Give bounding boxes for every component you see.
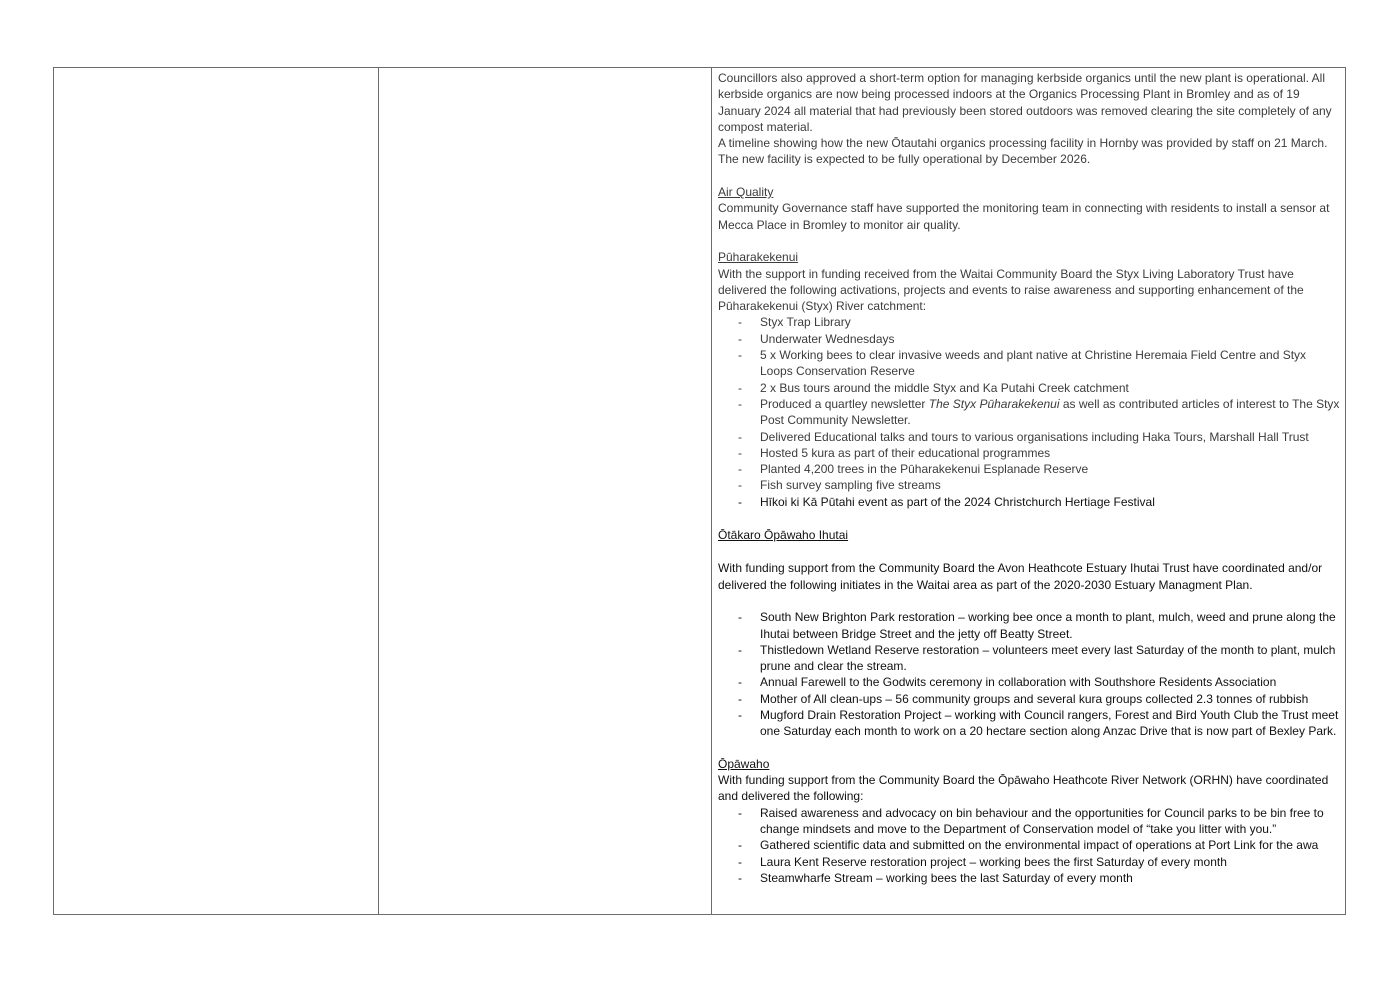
newsletter-text-post: as well as contributed articles of interest to The Styx Post Community Newsletter. (760, 396, 1340, 428)
list-item: - Thistledown Wetland Reserve restoration – volunteers meet every last Saturday of the month to plant, mulch prune and clear the stream. (718, 642, 1341, 675)
list-item: - Planted 4,200 trees in the Pūharakekenui Esplanade Reserve (718, 461, 1341, 477)
list-item: - Fish survey sampling five streams (718, 477, 1341, 493)
table-column-2 (379, 68, 712, 914)
otakaro-heading: Ōtākaro Ōpāwaho Ihutai (718, 528, 849, 543)
organics-paragraph-1: Councillors also approved a short-term option for managing kerbside organics until the new plant is operational. All kerbside organics are now being processed indoors at the Organics Processing Plant in Bromley and as of 19 January 2024 all material that had previously been stored outdoors was removed clearing the site completely of any compost material. (718, 71, 1332, 134)
list-item: - Styx Trap Library (718, 314, 1341, 330)
list-item: - Mother of All clean-ups – 56 community groups and several kura groups collected 2.3 tonnes of rubbish (718, 691, 1341, 707)
otakaro-intro: With funding support from the Community Board the Avon Heathcote Estuary Ihutai Trust have coordinated and/or delivered the following initiates in the Waitai area as part of the 2020-2030 Estuary Managment Plan. (718, 561, 1323, 592)
otakaro-list (718, 609, 1341, 739)
list-item: - Steamwharfe Stream – working bees the last Saturday of every month (718, 870, 1341, 886)
puharakekenui-heading: Pūharakekenui (718, 250, 799, 265)
list-item: - Delivered Educational talks and tours to various organisations including Haka Tours, Marshall Hall Trust (718, 429, 1341, 445)
table-column-3 (712, 68, 1345, 914)
air-quality-heading: Air Quality (718, 185, 774, 200)
newsletter-title: The Styx Pūharakekenui (928, 396, 1060, 411)
list-item: - Gathered scientific data and submitted on the environmental impact of operations at Port Link for the awa (718, 837, 1341, 853)
list-item: - 5 x Working bees to clear invasive weeds and plant native at Christine Heremaia Field Centre and Styx Loops Conservation Reserve (718, 347, 1341, 380)
list-item (718, 396, 1341, 429)
list-item: - Raised awareness and advocacy on bin behaviour and the opportunities for Council parks to be bin free to change mindsets and move to the Department of Conservation model of “take you litter with you.” (718, 805, 1341, 838)
list-item: - Mugford Drain Restoration Project – working with Council rangers, Forest and Bird Youth Club the Trust meet one Saturday each month to work on a 20 hectare section along Anzac Drive that is now part of Bexley Park. (718, 707, 1341, 740)
air-quality-body: Community Governance staff have supported the monitoring team in connecting with residents to install a sensor at Mecca Place in Bromley to monitor air quality. (718, 201, 1330, 232)
list-item: - Laura Kent Reserve restoration project – working bees the first Saturday of every month (718, 854, 1341, 870)
opawaho-list (718, 805, 1341, 886)
puharakekenui-intro: With the support in funding received from the Waitai Community Board the Styx Living Laboratory Trust have delivered the following activations, projects and events to raise awareness and supporting enhancement of the Pūharakekenui (Styx) River catchment: (718, 266, 1304, 314)
list-item: - 2 x Bus tours around the middle Styx and Ka Putahi Creek catchment (718, 380, 1341, 396)
list-item: - Hīkoi ki Kā Pūtahi event as part of the 2024 Christchurch Hertiage Festival (718, 494, 1341, 510)
newsletter-text-pre: Produced a quartley newsletter (760, 396, 929, 411)
document-table (53, 67, 1346, 915)
opawaho-intro: With funding support from the Community Board the Ōpāwaho Heathcote River Network (ORHN) have coordinated and delivered the following: (718, 773, 1329, 804)
list-item: - Annual Farewell to the Godwits ceremony in collaboration with Southshore Residents Association (718, 674, 1341, 690)
table-column-1 (54, 68, 379, 914)
puharakekenui-list (718, 314, 1341, 510)
list-item: - Underwater Wednesdays (718, 331, 1341, 347)
list-item: - South New Brighton Park restoration – working bee once a month to plant, mulch, weed and prune along the Ihutai between Bridge Street and the jetty off Beatty Street. (718, 609, 1341, 642)
list-item: - Hosted 5 kura as part of their educational programmes (718, 445, 1341, 461)
organics-paragraph-2: A timeline showing how the new Ōtautahi organics processing facility in Hornby was provided by staff on 21 March. The new facility is expected to be fully operational by December 2026. (718, 136, 1328, 167)
opawaho-heading: Ōpāwaho (718, 756, 770, 771)
